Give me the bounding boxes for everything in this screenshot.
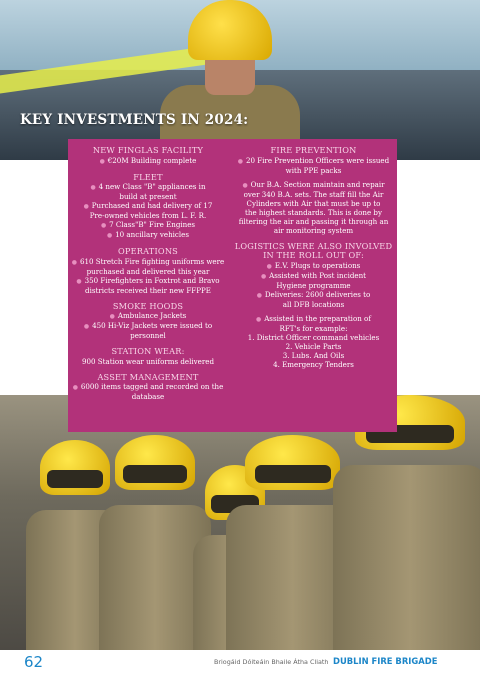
line-text: Deliveries: 2600 deliveries to [264,289,371,299]
section-line [232,190,395,199]
section-line [70,357,226,366]
bullet-icon: ● [83,203,91,210]
section-line [232,261,395,271]
section-line [70,192,226,201]
bullet-icon: ● [99,157,107,165]
section-line [232,300,395,309]
bullet-icon: ● [76,277,84,285]
bullet-icon: ● [83,323,92,330]
left-column [70,146,226,408]
section-line [232,314,395,324]
section-line [232,342,395,351]
section-title: STATION WEAR: [111,346,185,356]
bullet-icon: ● [106,232,115,239]
line-text: Purchased and had delivery of 17 [91,201,213,210]
section-line [70,382,226,392]
page-number: 62 [24,653,44,671]
page-footer [0,650,480,679]
section-line [232,324,395,333]
line-text: 2. Vehicle Parts [285,341,342,351]
line-text: 900 Station wear uniforms delivered [81,356,215,366]
section-title: ASSET MANAGEMENT [97,371,199,382]
line-text: RFT's for example: [279,323,348,333]
bullet-icon: ● [266,262,274,270]
section-line [70,257,226,267]
section-title: LOGISTICS WERE ALSO INVOLVED IN THE ROLL OUT OF: [234,240,393,260]
line-text: 610 Stretch Fire fighting uniforms were [79,256,225,266]
section-line [232,360,395,369]
line-text: €20M Building complete [107,155,197,165]
bullet-icon: ● [109,313,117,320]
line-text: 3. Lubs. And Oils [282,350,345,360]
line-text: the highest standards. This is done by [245,207,382,217]
line-text: 4 new Class "B" appliances in [98,182,206,191]
section-block [70,302,226,341]
section-title: FIRE PREVENTION [270,145,357,155]
section-block [70,247,226,295]
section-line [70,211,226,220]
bullet-icon: ● [256,291,264,299]
line-text: 10 ancillary vehicles [115,230,190,239]
section-block [70,173,226,241]
section-line [232,180,395,190]
line-text: 7 Class"B" Fire Engines [109,220,196,229]
bullet-icon: ● [260,272,269,280]
line-text: over 340 B.A. sets. The staff fill the Air [243,189,384,199]
bullet-icon: ● [242,181,250,189]
section-line [70,201,226,211]
section-block [232,242,395,369]
section-line [70,311,226,321]
line-text: 1. District Officer command vehicles [247,332,380,342]
section-title: FLEET [133,171,163,182]
section-line [70,156,226,166]
line-text: build at present [119,192,177,201]
bullet-icon: ● [71,258,79,266]
section-line [232,199,395,208]
section-line [70,276,226,286]
section-line [70,230,226,240]
section-line [232,290,395,300]
bottom-photo-firefighters [0,395,480,650]
key-investments-panel [68,139,397,432]
right-column [232,146,395,376]
brand-name: DUBLIN FIRE BRIGADE [333,656,438,666]
section-line [232,156,395,166]
line-text: districts received their new FFPPE [85,285,211,295]
section-block [70,146,226,166]
section-block [70,347,226,366]
section-line [232,333,395,342]
section-block [70,373,226,402]
bullet-icon: ● [100,222,109,229]
line-text: E.V. Plugs to operations [274,260,361,270]
line-text: Our B.A. Section maintain and repair [250,179,385,189]
section-line [70,267,226,276]
line-text: Pre-owned vehicles from L. F. R. [89,211,207,220]
section-line [70,220,226,230]
section-line [70,392,226,401]
line-text: Hygiene programme [276,280,351,290]
section-title: NEW FINGLAS FACILITY [92,145,204,155]
line-text: Ambulance Jackets [117,311,187,320]
section-line [232,281,395,290]
line-text: air monitoring system [273,225,354,235]
line-text: Cylinders with Air that must be up to [246,198,381,208]
bullet-icon: ● [90,184,98,191]
section-line [232,217,395,226]
bullet-icon: ● [256,315,264,323]
bullet-icon: ● [237,157,245,165]
bullet-icon: ● [72,384,80,391]
line-text: database [131,392,165,401]
section-line [232,271,395,281]
page-heading: KEY INVESTMENTS IN 2024: [20,112,249,128]
line-text: all DFB locations [282,299,345,309]
section-title: SMOKE HOODS [112,300,184,311]
section-line [70,286,226,295]
line-text: Assisted in the preparation of [264,313,371,323]
section-line [232,226,395,235]
section-line [70,331,226,340]
helmet-icon [188,0,272,60]
line-text: personnel [130,331,166,340]
line-text: with PPE packs [285,165,342,175]
line-text: 4. Emergency Tenders [273,359,354,369]
section-line [70,182,226,192]
line-text: 20 Fire Prevention Officers were issued [245,155,390,165]
line-text: Assisted with Post incident [269,270,367,280]
line-text: 450 Hi-Viz Jackets were issued to [92,321,213,330]
line-text: 350 Firefighters in Foxtrot and Bravo [84,275,220,285]
section-line [232,351,395,360]
section-line [232,166,395,175]
section-block [232,146,395,235]
line-text: filtering the air and passing it through an [238,216,389,226]
irish-organisation-name: Briogáid Dóiteáin Bhaile Átha Cliath [214,658,329,666]
section-line [232,208,395,217]
top-photo-firefighter [0,0,480,160]
line-text: 6000 items tagged and recorded on the [80,382,224,391]
section-line [70,321,226,331]
line-text: purchased and delivered this year [86,266,210,276]
section-title: OPERATIONS [117,246,178,256]
